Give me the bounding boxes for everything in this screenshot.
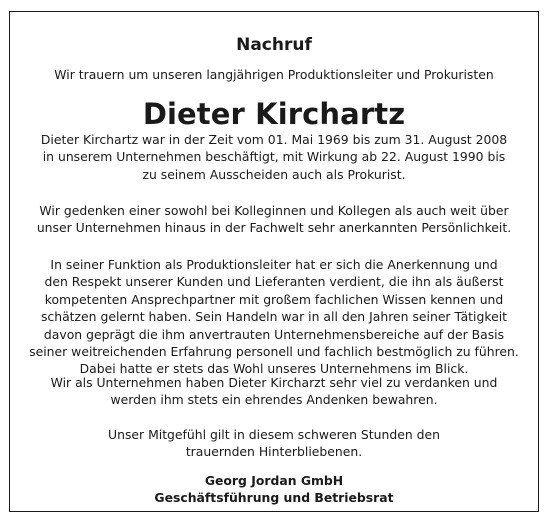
text-line: den Respekt unserer Kunden und Lieferanten verdient, die ihn als äußerst [44, 274, 504, 290]
notice-heading: Nachruf [236, 35, 312, 55]
paragraph-achievements [24, 256, 524, 378]
signature-signatories: Geschäftsführung und Betriebsrat [154, 490, 394, 506]
text-line: kompetenten Ansprechpartner mit großem fachlichen Wissen kennen und [44, 291, 504, 307]
text-line: schätzen gelernt haben. Sein Handeln war in all den Jahren seiner Tätigkeit [40, 309, 508, 325]
text-line: Wir als Unternehmen haben Dieter Kircharzt sehr viel zu verdanken und [50, 375, 498, 390]
text-line: zu seinem Ausscheiden auch als Prokurist. [142, 166, 406, 182]
text-line: Dieter Kirchartz war in der Zeit vom 01. Mai 1969 bis zum 31. August 2008 [40, 132, 508, 147]
deceased-name: Dieter Kirchartz [142, 97, 406, 131]
text-line: unser Unternehmen hinaus in der Fachwelt sehr anerkannten Persönlichkeit. [36, 220, 512, 236]
text-line: in unserem Unternehmen beschäftigt, mit Wirkung ab 22. August 1990 bis [42, 149, 506, 165]
paragraph-remembrance [24, 202, 524, 237]
text-line: seiner weitreichenden Erfahrung personell und fachlich bestmöglich zu führen. [29, 344, 519, 360]
signature-company: Georg Jordan GmbH [204, 473, 344, 488]
text-line: trauernden Hinterbliebenen. [185, 444, 363, 460]
text-line: In seiner Funktion als Produktionsleiter hat er sich die Anerkennung und [50, 257, 498, 272]
notice-intro: Wir trauern um unseren langjährigen Produktionsleiter und Prokuristen [54, 67, 494, 82]
text-line: werden ihm stets ein ehrendes Andenken bewahren. [110, 392, 438, 408]
obituary-frame [9, 11, 539, 512]
text-line: Dabei hatte er stets das Wohl unseres Unternehmens im Blick. [79, 361, 469, 377]
text-line: Unser Mitgefühl gilt in diesem schweren Stunden den [108, 427, 440, 442]
signature-block [10, 472, 538, 507]
text-line: Wir gedenken einer sowohl bei Kolleginnen und Kollegen als auch weit über [39, 203, 509, 218]
paragraph-gratitude [24, 374, 524, 409]
text-line: davon geprägt die ihm anvertrauten Unternehmensbereiche auf der Basis [43, 326, 505, 342]
paragraph-employment [24, 131, 524, 183]
paragraph-condolence [24, 426, 524, 461]
